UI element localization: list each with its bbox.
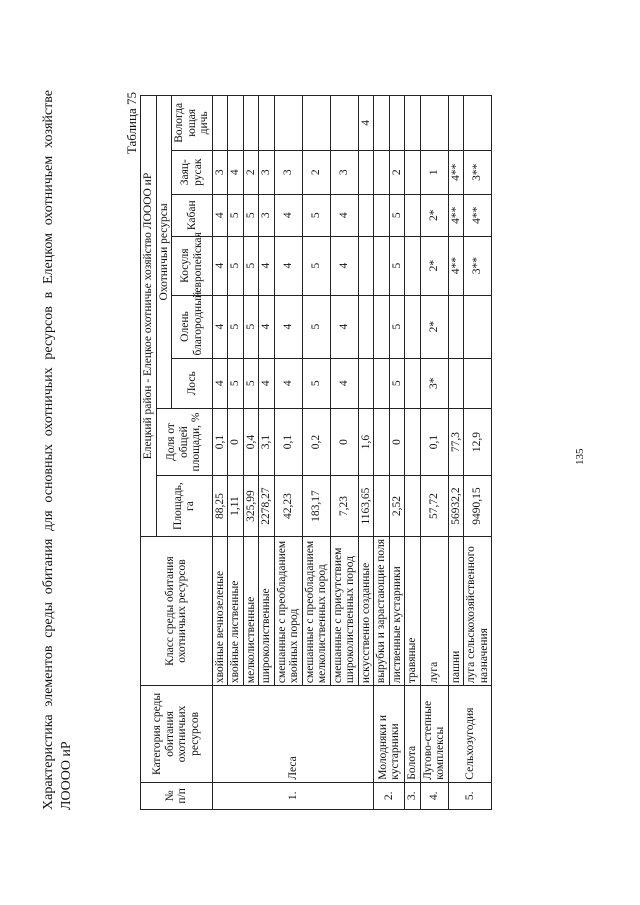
share-value: 0,1 — [420, 408, 448, 475]
share-value: 1,6 — [358, 408, 374, 475]
quality-score: 4** — [448, 150, 464, 194]
header-area: Площадь, га — [156, 476, 212, 537]
quality-score — [405, 150, 421, 194]
area-value: 1,11 — [228, 476, 244, 537]
header-category: Категория среды обитания охотничьих ресурсов — [141, 686, 213, 783]
quality-score: 4 — [358, 96, 374, 151]
table-row — [405, 96, 421, 810]
quality-score: 3 — [330, 150, 358, 194]
quality-score: 3 — [274, 150, 302, 194]
quality-score: 3 — [259, 194, 275, 236]
header-region: Елецкий район - Елецкое охотничье хозяйство ЛОООО иР — [141, 96, 157, 537]
share-value: 12,9 — [464, 408, 492, 475]
category-name: Леса — [212, 686, 374, 783]
quality-score — [420, 96, 448, 151]
quality-score: 5 — [243, 295, 259, 358]
header-species: Заяц-русак — [172, 150, 213, 194]
habitat-class: вырубки и зарастающие поля — [374, 537, 390, 686]
share-value — [405, 408, 421, 475]
quality-score — [358, 194, 374, 236]
habitat-class: смешанные с преобладанием хвойных пород — [274, 537, 302, 686]
area-value — [374, 476, 390, 537]
table-row — [212, 96, 228, 810]
quality-score — [212, 96, 228, 151]
quality-score: 3** — [464, 150, 492, 194]
quality-score — [374, 295, 390, 358]
quality-score: 2 — [302, 150, 330, 194]
quality-score — [259, 96, 275, 151]
area-value: 325,99 — [243, 476, 259, 537]
share-value: 0 — [330, 408, 358, 475]
header-species: Олень благородный — [172, 295, 213, 358]
category-name: Болота — [405, 686, 421, 783]
area-value: 1163,65 — [358, 476, 374, 537]
area-value: 56932,2 — [448, 476, 464, 537]
quality-score: 2* — [420, 194, 448, 236]
quality-score: 5 — [302, 295, 330, 358]
quality-score: 4 — [259, 236, 275, 295]
quality-score: 5 — [243, 194, 259, 236]
header-species: Кабан — [172, 194, 213, 236]
quality-score — [464, 358, 492, 408]
habitat-class: хвойные лиственные — [228, 537, 244, 686]
quality-score: 2* — [420, 295, 448, 358]
quality-score — [464, 295, 492, 358]
share-value: 3,1 — [259, 408, 275, 475]
share-value: 0 — [389, 408, 405, 475]
quality-score — [405, 295, 421, 358]
habitat-class: травяные — [405, 537, 421, 686]
quality-score — [405, 96, 421, 151]
quality-score — [405, 194, 421, 236]
area-value: 2278,27 — [259, 476, 275, 537]
habitat-class: смешанные с присутствием широколиственных пород — [330, 537, 358, 686]
quality-score — [374, 236, 390, 295]
quality-score — [274, 96, 302, 151]
table-row — [374, 96, 390, 810]
category-name: Лугово-степные комплексы — [420, 686, 448, 783]
area-value: 9490,15 — [464, 476, 492, 537]
quality-score — [448, 295, 464, 358]
quality-score — [448, 358, 464, 408]
quality-score — [330, 96, 358, 151]
quality-score: 5 — [389, 358, 405, 408]
quality-score: 3 — [259, 150, 275, 194]
habitat-class: луга сельскохозяйственного назначения — [464, 537, 492, 686]
quality-score — [358, 358, 374, 408]
quality-score: 4** — [448, 236, 464, 295]
quality-score: 4 — [274, 295, 302, 358]
quality-score: 4 — [259, 295, 275, 358]
quality-score: 4 — [212, 358, 228, 408]
habitat-class: искусственно созданные — [358, 537, 374, 686]
quality-score: 4 — [259, 358, 275, 408]
quality-score: 4 — [274, 236, 302, 295]
quality-score — [302, 96, 330, 151]
table-row — [420, 96, 448, 810]
quality-score: 4 — [212, 236, 228, 295]
header-species: Лось — [172, 358, 213, 408]
header-class: Класс среды обитания охотничьих ресурсов — [141, 537, 213, 686]
quality-score: 3** — [464, 236, 492, 295]
quality-score: 3* — [420, 358, 448, 408]
quality-score: 4** — [448, 194, 464, 236]
quality-score: 4** — [464, 194, 492, 236]
header-num: № п/п — [141, 782, 213, 809]
quality-score: 2 — [243, 150, 259, 194]
quality-score — [448, 96, 464, 151]
quality-score: 4 — [330, 358, 358, 408]
quality-score: 4 — [330, 236, 358, 295]
area-value: 7,23 — [330, 476, 358, 537]
quality-score: 4 — [212, 194, 228, 236]
quality-score: 5 — [228, 194, 244, 236]
quality-score — [358, 150, 374, 194]
area-value: 183,17 — [302, 476, 330, 537]
row-number: 4. — [420, 782, 448, 809]
share-value: 0,2 — [302, 408, 330, 475]
share-value: 0,4 — [243, 408, 259, 475]
quality-score: 1 — [420, 150, 448, 194]
category-name: Молодняки и кустарники — [374, 686, 405, 783]
row-number: 5. — [448, 782, 492, 809]
quality-score: 5 — [389, 236, 405, 295]
quality-score — [358, 236, 374, 295]
quality-score — [374, 96, 390, 151]
habitat-class: луга — [420, 537, 448, 686]
quality-score: 5 — [228, 295, 244, 358]
share-value — [374, 408, 390, 475]
quality-score — [464, 96, 492, 151]
share-value: 0 — [228, 408, 244, 475]
habitat-class: пашни — [448, 537, 464, 686]
row-number: 2. — [374, 782, 405, 809]
quality-score — [228, 96, 244, 151]
quality-score: 5 — [243, 236, 259, 295]
quality-score — [405, 358, 421, 408]
page-number: 135 — [574, 448, 586, 465]
quality-score: 5 — [302, 236, 330, 295]
habitat-class: смешанные с преобладанием мелколиственных пород — [302, 537, 330, 686]
quality-score: 5 — [243, 358, 259, 408]
habitat-class: мелколиственные — [243, 537, 259, 686]
quality-score — [405, 236, 421, 295]
row-number: 3. — [405, 782, 421, 809]
area-value: 57,72 — [420, 476, 448, 537]
area-value — [405, 476, 421, 537]
habitat-class: лиственные кустарники — [389, 537, 405, 686]
habitat-table — [140, 95, 492, 810]
quality-score: 5 — [389, 295, 405, 358]
quality-score: 4 — [330, 295, 358, 358]
quality-score: 2 — [389, 150, 405, 194]
header-row-1 — [141, 96, 157, 810]
quality-score: 5 — [228, 358, 244, 408]
quality-score — [374, 150, 390, 194]
quality-score: 5 — [302, 194, 330, 236]
header-species: Вологда ющая дичь — [172, 96, 213, 151]
table-number: Таблица 75 — [124, 92, 139, 155]
quality-score: 5 — [302, 358, 330, 408]
quality-score — [389, 96, 405, 151]
habitat-class: хвойные вечнозеленые — [212, 537, 228, 686]
quality-score — [374, 358, 390, 408]
share-value: 0,1 — [212, 408, 228, 475]
table-caption: Характеристика элементов среды обитания для основных охотничьих ресурсов в Елецком охотничьем хозяйстве ЛОООО иР — [41, 90, 74, 810]
category-name: Сельхозугодия — [448, 686, 492, 783]
area-value: 2,52 — [389, 476, 405, 537]
quality-score: 5 — [228, 236, 244, 295]
quality-score: 4 — [274, 358, 302, 408]
quality-score — [374, 194, 390, 236]
header-share: Доля от общей площади, % — [156, 408, 212, 475]
header-species: Косуля европейская — [172, 236, 213, 295]
quality-score: 2* — [420, 236, 448, 295]
area-value: 42,23 — [274, 476, 302, 537]
share-value: 0,1 — [274, 408, 302, 475]
quality-score: 5 — [389, 194, 405, 236]
share-value: 77,3 — [448, 408, 464, 475]
habitat-class: широколиственные — [259, 537, 275, 686]
quality-score: 3 — [212, 150, 228, 194]
quality-score — [358, 295, 374, 358]
quality-score: 4 — [330, 194, 358, 236]
quality-score: 4 — [274, 194, 302, 236]
table-row — [448, 96, 464, 810]
quality-score: 4 — [212, 295, 228, 358]
row-number: 1. — [212, 782, 374, 809]
header-resources: Охотничьи ресурсы — [156, 96, 172, 409]
quality-score — [243, 96, 259, 151]
quality-score: 4 — [228, 150, 244, 194]
area-value: 88,25 — [212, 476, 228, 537]
